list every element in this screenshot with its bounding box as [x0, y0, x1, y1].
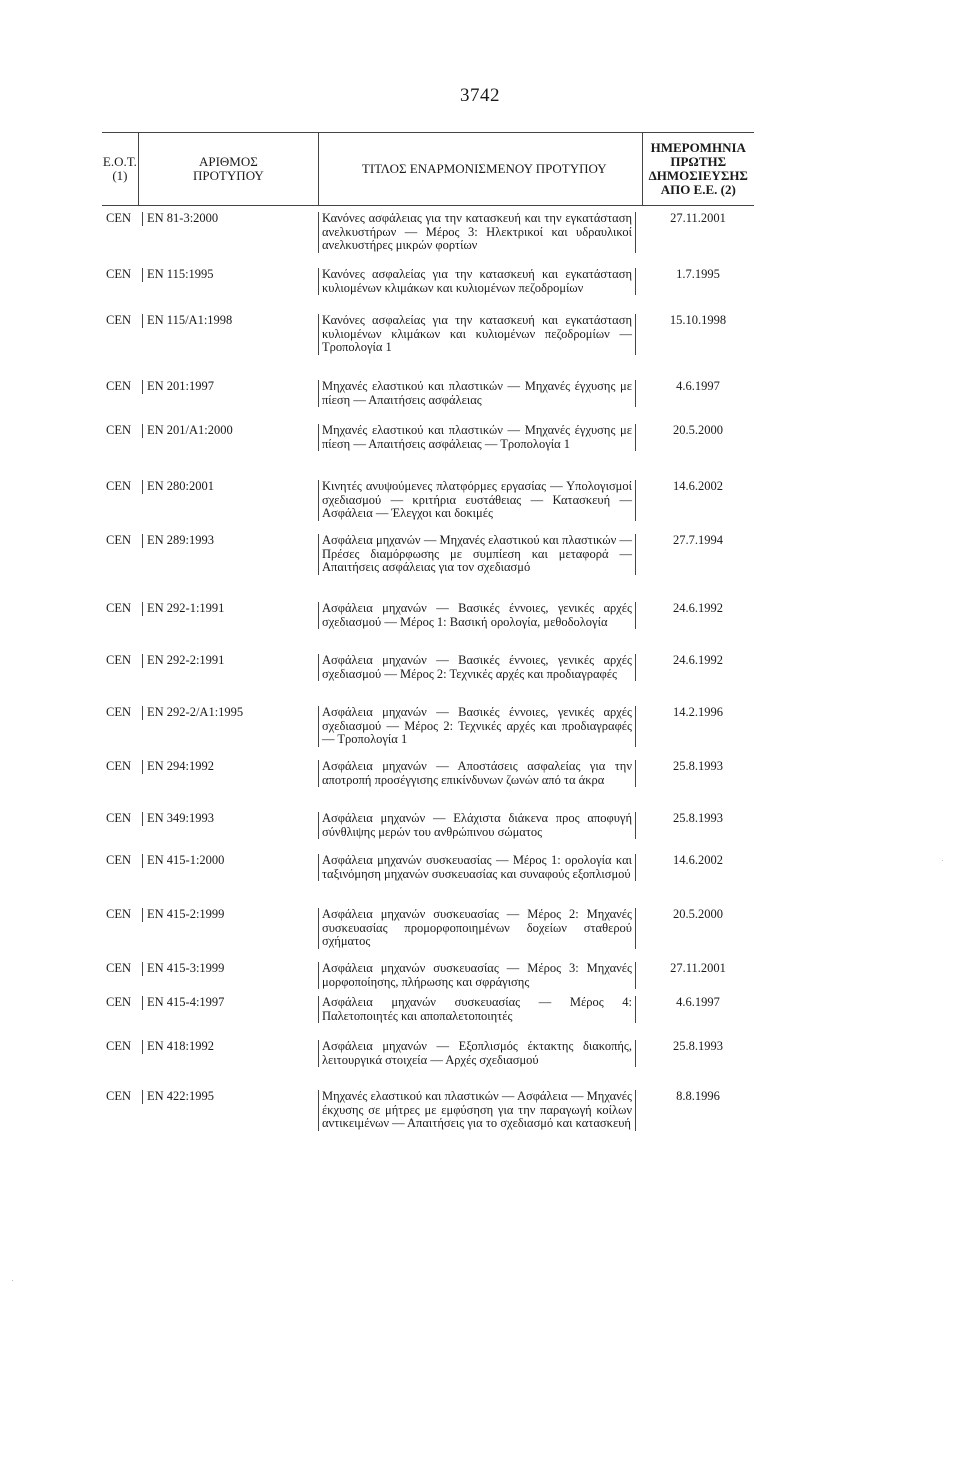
row-org: CEN: [106, 313, 131, 327]
table-row: [102, 268, 754, 295]
header-number-label: ΑΡΙΘΜΟΣ ΠΡΟΤΥΠΟΥ: [192, 154, 264, 183]
row-number: EN 280:2001: [142, 480, 214, 494]
row-title: Κανόνες ασφαλείας για την κατασκευή και εγκατάσταση κυλιομένων κλιμάκων και κυλιομένων πεζοδρομίων — Τροπολογία 1: [318, 314, 636, 355]
scan-speck: [942, 860, 943, 861]
row-title: Ασφάλεια μηχανών — Ελάχιστα διάκενα προς αποφυγή σύνθλιψης μερών του ανθρώπινου σώματος: [318, 812, 636, 839]
row-number: EN 415-4:1997: [142, 996, 224, 1010]
header-date-label: ΗΜΕΡΟΜΗΝΙΑ ΠΡΩΤΗΣ ΔΗΜΟΣΙΕΥΣΗΣ ΑΠΟ Ε.Ε. (2): [648, 140, 748, 197]
row-title: Κανόνες ασφάλειας για την κατασκευή και την εγκατάσταση ανελκυστήρων — Μέρος 3: Ηλεκτρικοί και υδραυλικοί ανελκυστήρες μικρών φορτίων: [318, 212, 636, 253]
table-row: [102, 380, 754, 407]
row-org: CEN: [106, 853, 131, 867]
row-number: EN 349:1993: [142, 812, 214, 826]
row-title: Μηχανές ελαστικού και πλαστικών — Μηχανές έγχυσης με πίεση — Απαιτήσεις ασφάλειας: [318, 380, 636, 407]
table-row: [102, 962, 754, 989]
row-number: EN 292-2:1991: [142, 654, 224, 668]
header-org-label: Ε.Ο.Τ. (1): [102, 154, 137, 183]
row-number: EN 201:1997: [142, 380, 214, 394]
row-number: EN 115:1995: [142, 268, 214, 282]
row-date: 24.6.1992: [673, 653, 723, 667]
row-org: CEN: [106, 705, 131, 719]
table-row: [102, 424, 754, 451]
row-title: Ασφάλεια μηχανών συσκευασίας — Μέρος 1: ορολογία και ταξινόμηση μηχανών συσκευασίας και συναφούς εξοπλισμού: [318, 854, 636, 881]
row-org: CEN: [106, 759, 131, 773]
page-number: 3742: [460, 85, 500, 106]
row-number: EN 415-3:1999: [142, 962, 224, 976]
row-org: CEN: [106, 379, 131, 393]
table-row: [102, 854, 754, 881]
row-org: CEN: [106, 423, 131, 437]
table-row: [102, 760, 754, 787]
row-org: CEN: [106, 267, 131, 281]
row-number: EN 81-3:2000: [142, 212, 218, 226]
row-number: EN 294:1992: [142, 760, 214, 774]
table-row: [102, 534, 754, 575]
row-date: 27.11.2001: [670, 961, 726, 975]
row-date: 24.6.1992: [673, 601, 723, 615]
row-title: Μηχανές ελαστικού και πλαστικών — Μηχανές έγχυσης με πίεση — Απαιτήσεις ασφάλειας — Τροπολογία 1: [318, 424, 636, 451]
row-date: 1.7.1995: [676, 267, 720, 281]
row-title: Ασφάλεια μηχανών — Βασικές έννοιες, γενικές αρχές σχεδιασμού — Μέρος 2: Τεχνικές αρχές και προδιαγραφές: [318, 654, 636, 681]
row-org: CEN: [106, 1089, 131, 1103]
row-title: Ασφάλεια μηχανών συσκευασίας — Μέρος 2: Μηχανές συσκευασίας προμορφοποιημένων δοχείων σταθερού σχήματος: [318, 908, 636, 949]
standards-table: [102, 132, 754, 1130]
row-title: Ασφάλεια μηχανών — Εξοπλισμός έκτακτης διακοπής, λειτουργικά στοιχεία — Αρχές σχεδιασμού: [318, 1040, 636, 1067]
row-date: 20.5.2000: [673, 907, 723, 921]
row-title: Μηχανές ελαστικού και πλαστικών — Ασφάλεια — Μηχανές έκχυσης σε μήτρες με εμφύσηση για την παραγωγή κοίλων αντικειμένων — Απαιτήσεις για το σχεδιασμό και κατασκευή: [318, 1090, 636, 1131]
table-row: [102, 812, 754, 839]
row-org: CEN: [106, 533, 131, 547]
scan-speck: [12, 1280, 13, 1281]
row-number: EN 289:1993: [142, 534, 214, 548]
row-date: 25.8.1993: [673, 811, 723, 825]
row-date: 27.7.1994: [673, 533, 723, 547]
row-date: 15.10.1998: [669, 313, 727, 327]
table-row: [102, 1090, 754, 1131]
row-number: EN 201/A1:2000: [142, 424, 233, 438]
row-title: Κινητές ανυψούμενες πλατφόρμες εργασίας — Υπολογισμοί σχεδιασμού — κριτήρια ευστάθειας — Κατασκευή — Ασφάλεια — Έλεγχοι και δοκιμές: [318, 480, 636, 521]
row-number: EN 418:1992: [142, 1040, 214, 1054]
row-number: EN 422:1995: [142, 1090, 214, 1104]
header-number: [138, 133, 318, 205]
row-title: Ασφάλεια μηχανών — Αποστάσεις ασφαλείας για την αποτροπή προσέγγισης επικίνδυνων ζωνών από τα άκρα: [318, 760, 636, 787]
header-org: [102, 133, 138, 205]
table-row: [102, 996, 754, 1023]
row-org: CEN: [106, 907, 131, 921]
table-row: [102, 602, 754, 629]
row-title: Ασφάλεια μηχανών — Μηχανές ελαστικού και πλαστικών — Πρέσες διαμόρφωσης με συμπίεση και μεταφορά — Απαιτήσεις ασφάλειας για τον σχεδιασμό: [318, 534, 636, 575]
row-date: 20.5.2000: [673, 423, 723, 437]
table-row: [102, 480, 754, 521]
table-row: [102, 314, 754, 355]
row-org: CEN: [106, 995, 131, 1009]
row-org: CEN: [106, 653, 131, 667]
row-org: CEN: [106, 811, 131, 825]
row-date: 14.2.1996: [673, 705, 723, 719]
row-date: 14.6.2002: [673, 479, 723, 493]
table-row: [102, 706, 754, 747]
header-title: [318, 133, 642, 205]
row-title: Κανόνες ασφαλείας για την κατασκευή και εγκατάσταση κυλιομένων κλιμάκων και κυλιομένων πεζοδρομίων: [318, 268, 636, 295]
row-date: 8.8.1996: [676, 1089, 720, 1103]
row-org: CEN: [106, 479, 131, 493]
table-row: [102, 654, 754, 681]
row-number: EN 292-1:1991: [142, 602, 224, 616]
row-org: CEN: [106, 211, 131, 225]
row-date: 4.6.1997: [676, 995, 720, 1009]
row-date: 27.11.2001: [670, 211, 726, 225]
row-org: CEN: [106, 601, 131, 615]
header-date: [642, 133, 754, 205]
table-row: [102, 212, 754, 253]
table-header: [102, 132, 754, 206]
row-org: CEN: [106, 961, 131, 975]
row-date: 4.6.1997: [676, 379, 720, 393]
row-title: Ασφάλεια μηχανών συσκευασίας — Μέρος 3: Μηχανές μορφοποίησης, πλήρωσης και σφράγισης: [318, 962, 636, 989]
row-title: Ασφάλεια μηχανών — Βασικές έννοιες, γενικές αρχές σχεδιασμού — Μέρος 1: Βασική ορολογία, μεθοδολογία: [318, 602, 636, 629]
header-title-label: ΤΙΤΛΟΣ ΕΝΑΡΜΟΝΙΣΜΕΝΟΥ ΠΡΟΤΥΠΟΥ: [361, 161, 607, 176]
row-date: 25.8.1993: [673, 1039, 723, 1053]
table-row: [102, 1040, 754, 1067]
row-org: CEN: [106, 1039, 131, 1053]
table-row: [102, 908, 754, 949]
row-title: Ασφάλεια μηχανών — Βασικές έννοιες, γενικές αρχές σχεδιασμού — Μέρος 2: Τεχνικές αρχές και προδιαγραφές — Τροπολογία 1: [318, 706, 636, 747]
row-number: EN 115/A1:1998: [142, 314, 232, 328]
row-title: Ασφάλεια μηχανών συσκευασίας — Μέρος 4: Παλετοποιητές και αποπαλετοποιητές: [318, 996, 636, 1023]
row-date: 14.6.2002: [673, 853, 723, 867]
row-number: EN 415-2:1999: [142, 908, 224, 922]
row-date: 25.8.1993: [673, 759, 723, 773]
row-number: EN 292-2/A1:1995: [142, 706, 243, 720]
row-number: EN 415-1:2000: [142, 854, 224, 868]
